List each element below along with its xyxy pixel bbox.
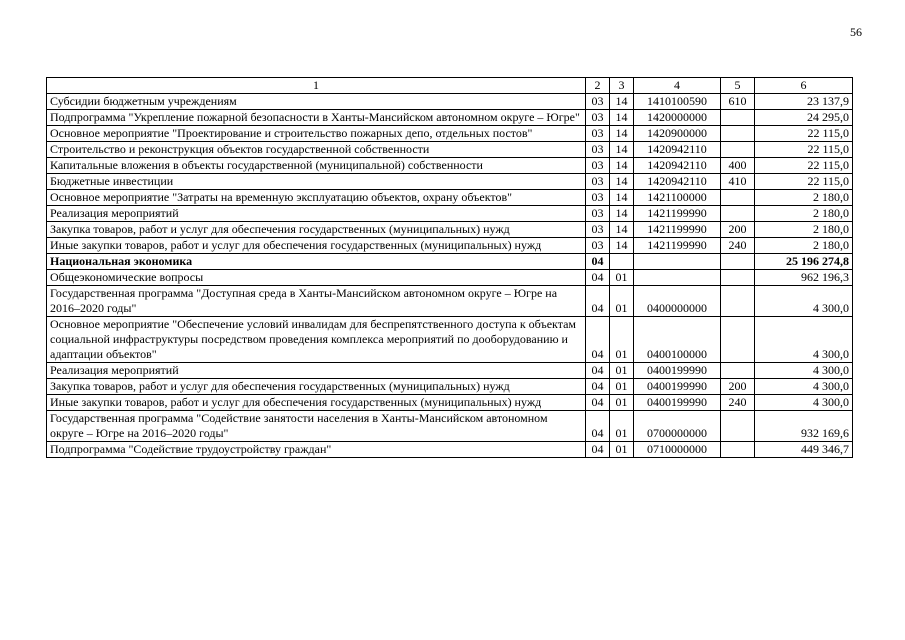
row-expense-type-cell bbox=[721, 110, 755, 126]
row-amount-cell: 22 115,0 bbox=[755, 158, 853, 174]
row-name-cell: Иные закупки товаров, работ и услуг для обеспечения государственных (муниципальных) нужд bbox=[47, 238, 586, 254]
row-expense-type-cell: 200 bbox=[721, 222, 755, 238]
row-amount-cell: 4 300,0 bbox=[755, 395, 853, 411]
row-target-code-cell: 1421199990 bbox=[634, 238, 721, 254]
table-row bbox=[47, 142, 853, 158]
row-target-code-cell: 1421100000 bbox=[634, 190, 721, 206]
row-expense-type-cell: 410 bbox=[721, 174, 755, 190]
table-row bbox=[47, 395, 853, 411]
row-expense-type-cell bbox=[721, 206, 755, 222]
row-amount-cell: 4 300,0 bbox=[755, 379, 853, 395]
row-name-cell: Закупка товаров, работ и услуг для обеспечения государственных (муниципальных) нужд bbox=[47, 222, 586, 238]
row-name-cell: Национальная экономика bbox=[47, 254, 586, 270]
row-expense-type-cell bbox=[721, 286, 755, 317]
row-subsection-cell bbox=[610, 254, 634, 270]
row-section-cell: 04 bbox=[586, 379, 610, 395]
row-subsection-cell: 14 bbox=[610, 94, 634, 110]
row-section-cell: 03 bbox=[586, 206, 610, 222]
row-target-code-cell: 0710000000 bbox=[634, 442, 721, 458]
row-expense-type-cell bbox=[721, 270, 755, 286]
row-target-code-cell: 1420900000 bbox=[634, 126, 721, 142]
row-amount-cell: 2 180,0 bbox=[755, 222, 853, 238]
row-amount-cell: 22 115,0 bbox=[755, 142, 853, 158]
row-name-cell: Строительство и реконструкция объектов государственной собственности bbox=[47, 142, 586, 158]
table-row bbox=[47, 411, 853, 442]
row-name-cell: Государственная программа "Доступная среда в Ханты-Мансийском автономном округе – Югре на 2016–2020 годы" bbox=[47, 286, 586, 317]
row-amount-cell: 449 346,7 bbox=[755, 442, 853, 458]
row-amount-cell: 23 137,9 bbox=[755, 94, 853, 110]
row-amount-cell: 25 196 274,8 bbox=[755, 254, 853, 270]
row-amount-cell: 22 115,0 bbox=[755, 174, 853, 190]
row-amount-cell: 22 115,0 bbox=[755, 126, 853, 142]
row-subsection-cell: 01 bbox=[610, 411, 634, 442]
page-number: 56 bbox=[850, 25, 862, 39]
row-subsection-cell: 14 bbox=[610, 238, 634, 254]
row-subsection-cell: 14 bbox=[610, 206, 634, 222]
row-subsection-cell: 14 bbox=[610, 158, 634, 174]
row-subsection-cell: 14 bbox=[610, 174, 634, 190]
row-target-code-cell: 0400100000 bbox=[634, 317, 721, 363]
row-name-cell: Общеэкономические вопросы bbox=[47, 270, 586, 286]
row-section-cell: 03 bbox=[586, 190, 610, 206]
table-row bbox=[47, 270, 853, 286]
table-row bbox=[47, 317, 853, 363]
row-target-code-cell: 1420942110 bbox=[634, 142, 721, 158]
row-target-code-cell: 0400199990 bbox=[634, 395, 721, 411]
header-col-6: 6 bbox=[755, 78, 853, 94]
row-expense-type-cell bbox=[721, 317, 755, 363]
budget-table-body bbox=[47, 78, 853, 458]
row-amount-cell: 24 295,0 bbox=[755, 110, 853, 126]
row-section-cell: 03 bbox=[586, 174, 610, 190]
row-subsection-cell: 01 bbox=[610, 317, 634, 363]
table-row bbox=[47, 206, 853, 222]
row-subsection-cell: 14 bbox=[610, 126, 634, 142]
row-name-cell: Бюджетные инвестиции bbox=[47, 174, 586, 190]
row-subsection-cell: 14 bbox=[610, 110, 634, 126]
header-col-2: 2 bbox=[586, 78, 610, 94]
row-section-cell: 04 bbox=[586, 317, 610, 363]
row-section-cell: 03 bbox=[586, 238, 610, 254]
row-target-code-cell: 0400199990 bbox=[634, 363, 721, 379]
row-amount-cell: 4 300,0 bbox=[755, 317, 853, 363]
table-row bbox=[47, 254, 853, 270]
row-target-code-cell: 1420942110 bbox=[634, 174, 721, 190]
table-row bbox=[47, 379, 853, 395]
row-target-code-cell bbox=[634, 254, 721, 270]
row-amount-cell: 932 169,6 bbox=[755, 411, 853, 442]
row-name-cell: Субсидии бюджетным учреждениям bbox=[47, 94, 586, 110]
row-section-cell: 04 bbox=[586, 395, 610, 411]
row-expense-type-cell: 240 bbox=[721, 238, 755, 254]
table-row bbox=[47, 94, 853, 110]
row-subsection-cell: 01 bbox=[610, 270, 634, 286]
row-expense-type-cell bbox=[721, 411, 755, 442]
row-section-cell: 04 bbox=[586, 254, 610, 270]
row-section-cell: 04 bbox=[586, 363, 610, 379]
row-name-cell: Иные закупки товаров, работ и услуг для обеспечения государственных (муниципальных) нужд bbox=[47, 395, 586, 411]
row-section-cell: 04 bbox=[586, 286, 610, 317]
table-row bbox=[47, 110, 853, 126]
table-row bbox=[47, 174, 853, 190]
table-row bbox=[47, 222, 853, 238]
row-section-cell: 03 bbox=[586, 222, 610, 238]
row-target-code-cell bbox=[634, 270, 721, 286]
row-subsection-cell: 14 bbox=[610, 222, 634, 238]
row-section-cell: 04 bbox=[586, 442, 610, 458]
row-name-cell: Подпрограмма "Содействие трудоустройству граждан" bbox=[47, 442, 586, 458]
row-section-cell: 03 bbox=[586, 142, 610, 158]
budget-table bbox=[46, 77, 853, 458]
header-col-5: 5 bbox=[721, 78, 755, 94]
row-subsection-cell: 01 bbox=[610, 395, 634, 411]
row-amount-cell: 4 300,0 bbox=[755, 286, 853, 317]
table-row bbox=[47, 363, 853, 379]
table-row bbox=[47, 158, 853, 174]
row-name-cell: Реализация мероприятий bbox=[47, 363, 586, 379]
table-row bbox=[47, 126, 853, 142]
row-target-code-cell: 1421199990 bbox=[634, 222, 721, 238]
row-target-code-cell: 1420942110 bbox=[634, 158, 721, 174]
row-target-code-cell: 1410100590 bbox=[634, 94, 721, 110]
row-expense-type-cell bbox=[721, 442, 755, 458]
row-expense-type-cell: 610 bbox=[721, 94, 755, 110]
row-subsection-cell: 14 bbox=[610, 190, 634, 206]
row-expense-type-cell: 240 bbox=[721, 395, 755, 411]
row-expense-type-cell bbox=[721, 142, 755, 158]
row-expense-type-cell: 200 bbox=[721, 379, 755, 395]
row-subsection-cell: 14 bbox=[610, 142, 634, 158]
row-section-cell: 03 bbox=[586, 110, 610, 126]
row-target-code-cell: 0400199990 bbox=[634, 379, 721, 395]
table-row bbox=[47, 238, 853, 254]
row-expense-type-cell bbox=[721, 363, 755, 379]
row-amount-cell: 962 196,3 bbox=[755, 270, 853, 286]
row-amount-cell: 4 300,0 bbox=[755, 363, 853, 379]
table-row bbox=[47, 442, 853, 458]
header-row bbox=[47, 78, 853, 94]
row-name-cell: Основное мероприятие "Обеспечение условий инвалидам для беспрепятственного доступа к объектам социальной инфраструктуры посредством проведения комплекса мероприятий по дооборудованию и адаптации объектов" bbox=[47, 317, 586, 363]
row-amount-cell: 2 180,0 bbox=[755, 206, 853, 222]
row-amount-cell: 2 180,0 bbox=[755, 238, 853, 254]
row-amount-cell: 2 180,0 bbox=[755, 190, 853, 206]
row-name-cell: Реализация мероприятий bbox=[47, 206, 586, 222]
row-target-code-cell: 0400000000 bbox=[634, 286, 721, 317]
row-expense-type-cell bbox=[721, 190, 755, 206]
table-row bbox=[47, 286, 853, 317]
row-subsection-cell: 01 bbox=[610, 286, 634, 317]
row-target-code-cell: 1420000000 bbox=[634, 110, 721, 126]
row-expense-type-cell bbox=[721, 126, 755, 142]
row-subsection-cell: 01 bbox=[610, 363, 634, 379]
row-name-cell: Основное мероприятие "Затраты на временную эксплуатацию объектов, охрану объектов" bbox=[47, 190, 586, 206]
row-section-cell: 04 bbox=[586, 411, 610, 442]
header-col-1: 1 bbox=[47, 78, 586, 94]
row-target-code-cell: 1421199990 bbox=[634, 206, 721, 222]
row-name-cell: Государственная программа "Содействие занятости населения в Ханты-Мансийском автономном округе – Югре на 2016–2020 годы" bbox=[47, 411, 586, 442]
row-subsection-cell: 01 bbox=[610, 379, 634, 395]
row-section-cell: 03 bbox=[586, 126, 610, 142]
row-subsection-cell: 01 bbox=[610, 442, 634, 458]
row-name-cell: Основное мероприятие "Проектирование и строительство пожарных депо, отдельных постов" bbox=[47, 126, 586, 142]
row-expense-type-cell bbox=[721, 254, 755, 270]
row-name-cell: Капитальные вложения в объекты государственной (муниципальной) собственности bbox=[47, 158, 586, 174]
row-section-cell: 03 bbox=[586, 158, 610, 174]
row-section-cell: 03 bbox=[586, 94, 610, 110]
row-target-code-cell: 0700000000 bbox=[634, 411, 721, 442]
row-section-cell: 04 bbox=[586, 270, 610, 286]
header-col-4: 4 bbox=[634, 78, 721, 94]
row-name-cell: Подпрограмма "Укрепление пожарной безопасности в Ханты-Мансийском автономном округе – Югре" bbox=[47, 110, 586, 126]
row-name-cell: Закупка товаров, работ и услуг для обеспечения государственных (муниципальных) нужд bbox=[47, 379, 586, 395]
table-row bbox=[47, 190, 853, 206]
row-expense-type-cell: 400 bbox=[721, 158, 755, 174]
header-col-3: 3 bbox=[610, 78, 634, 94]
